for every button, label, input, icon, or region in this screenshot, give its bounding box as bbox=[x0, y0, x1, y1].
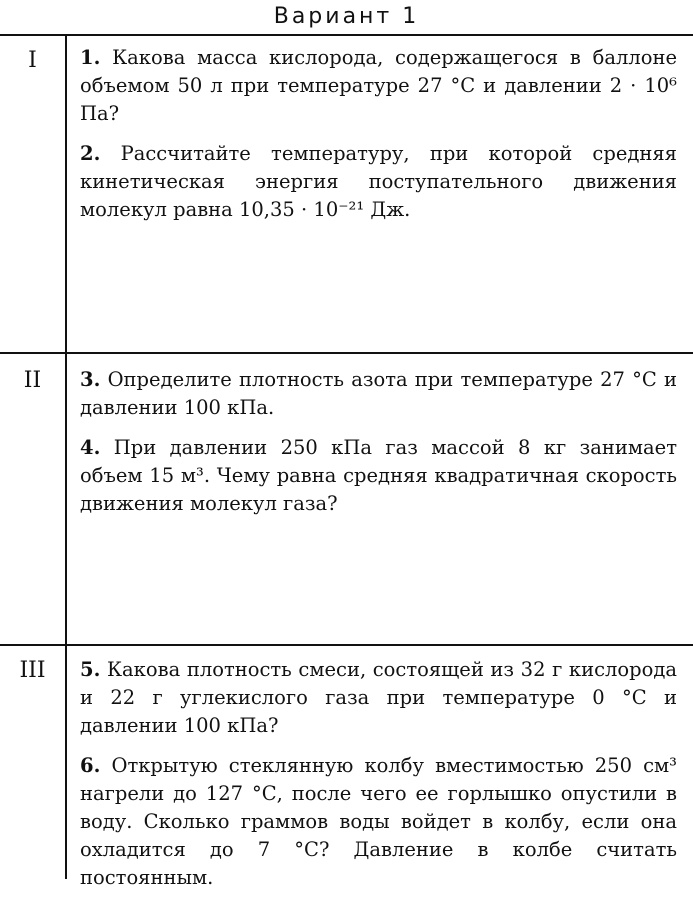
task-text: Открытую стеклянную колбу вместимостью 250 см³ нагрели до 127 °С, после чего ее горлышко опустили в воду. Сколько граммов воды войдет в колбу, если она охладится до 7 °С? Давление в колбе считать постоянным. bbox=[80, 754, 677, 889]
task-text: Определите плотность азота при температуре 27 °С и давлении 100 кПа. bbox=[80, 368, 677, 419]
row-divider-1 bbox=[0, 352, 693, 354]
task-number: 3. bbox=[80, 368, 101, 391]
task-4 bbox=[80, 434, 677, 518]
task-text: Рассчитайте температуру, при которой средняя кинетическая энергия поступательного движения молекул равна 10,35 · 10⁻²¹ Дж. bbox=[80, 142, 677, 221]
section-iii-tasks bbox=[80, 656, 677, 904]
task-text: Какова плотность смеси, состоящей из 32 г кислорода и 22 г углекислого газа при температуре 0 °С и давлении 100 кПа? bbox=[80, 658, 677, 737]
task-number: 5. bbox=[80, 658, 101, 681]
page-title: Вариант 1 bbox=[273, 4, 420, 29]
column-divider-3 bbox=[65, 644, 67, 879]
task-2 bbox=[80, 140, 677, 224]
section-number-i: I bbox=[28, 48, 37, 73]
task-number: 6. bbox=[80, 754, 101, 777]
row-divider-2 bbox=[0, 644, 693, 646]
section-i-tasks bbox=[80, 44, 677, 236]
task-6 bbox=[80, 752, 677, 892]
section-ii-tasks bbox=[80, 366, 677, 530]
task-5 bbox=[80, 656, 677, 740]
column-divider-2 bbox=[65, 352, 67, 646]
table-top-border bbox=[0, 34, 693, 36]
task-number: 2. bbox=[80, 142, 101, 165]
task-1 bbox=[80, 44, 677, 128]
task-number: 1. bbox=[80, 46, 101, 69]
task-text: Какова масса кислорода, содержащегося в баллоне объемом 50 л при температуре 27 °С и давлении 2 · 10⁶ Па? bbox=[80, 46, 677, 125]
task-number: 4. bbox=[80, 436, 101, 459]
task-text: При давлении 250 кПа газ массой 8 кг занимает объем 15 м³. Чему равна средняя квадратичная скорость движения молекул газа? bbox=[80, 436, 677, 515]
column-divider-1 bbox=[65, 34, 67, 354]
section-number-iii: III bbox=[19, 658, 46, 683]
section-number-ii: II bbox=[23, 368, 42, 393]
task-3 bbox=[80, 366, 677, 422]
